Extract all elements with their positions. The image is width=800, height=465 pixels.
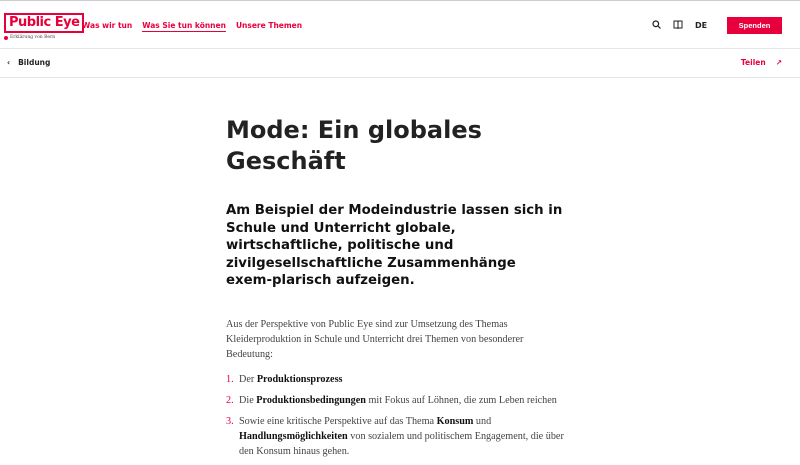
logo-subtitle [4,35,84,40]
page-title: Mode: Ein globales Geschäft [226,116,482,175]
emphasis: Konsum [436,415,474,427]
text: und [473,415,492,427]
header-tools [652,20,707,31]
search-icon[interactable] [652,20,661,31]
share-button[interactable] [741,58,782,67]
list-text [239,372,343,387]
text: von sozialem und politischem Engagement, die über den Konsum hinaus gehen. [239,430,564,457]
emphasis: Produktionsprozess [256,373,343,385]
logo[interactable] [4,13,84,40]
header [0,1,800,49]
logo-sub-text: Erklärung von Bern [10,35,56,40]
arrow-up-right-icon: ↗ [775,58,782,67]
logo-text: Public Eye [4,13,84,33]
back-link[interactable] [7,58,50,67]
share-label: Teilen [740,58,766,67]
language-switch[interactable]: DE [695,21,708,30]
list-text [239,393,557,408]
emphasis: Produktionsbedingungen [256,394,366,406]
list-number: 2. [226,394,234,406]
list-number: 1. [226,373,234,385]
lead-paragraph: Am Beispiel der Modeindustrie lassen sich in Schule und Unterricht globale, wirtschaftliche, politische und zivilgesellschaftliche Zusammenhänge exem-plarisch aufzeigen. [226,203,563,288]
emphasis: Handlungsmöglichkeiten [239,430,348,442]
list-item [226,393,566,408]
book-icon[interactable] [673,20,683,31]
nav-was-sie-tun-koennen[interactable]: Was Sie tun können [142,21,226,30]
list-item [226,372,566,387]
list-text [239,414,566,459]
subbar [0,49,800,78]
intro-paragraph: Aus der Perspektive von Public Eye sind zur Umsetzung des Themas Kleiderproduktion in Schule und Unterricht drei Themen von besonderer Bedeutung: [226,318,524,360]
donate-button[interactable]: Spenden [727,17,782,34]
list-number: 3. [226,415,234,427]
text: Der [239,373,257,385]
text: Sowie eine kritische Perspektive auf das Thema [239,415,437,427]
nav-unsere-themen[interactable]: Unsere Themen [235,21,303,30]
nav-was-wir-tun[interactable]: Was wir tun [82,21,133,30]
list-item [226,414,566,459]
article [226,115,566,465]
main-nav [82,21,302,32]
topic-list [226,372,566,459]
chevron-left-icon: ‹ [7,58,11,67]
text: Die [239,394,257,406]
back-label: Bildung [18,58,51,67]
text: mit Fokus auf Löhnen, die zum Leben reichen [365,394,557,406]
